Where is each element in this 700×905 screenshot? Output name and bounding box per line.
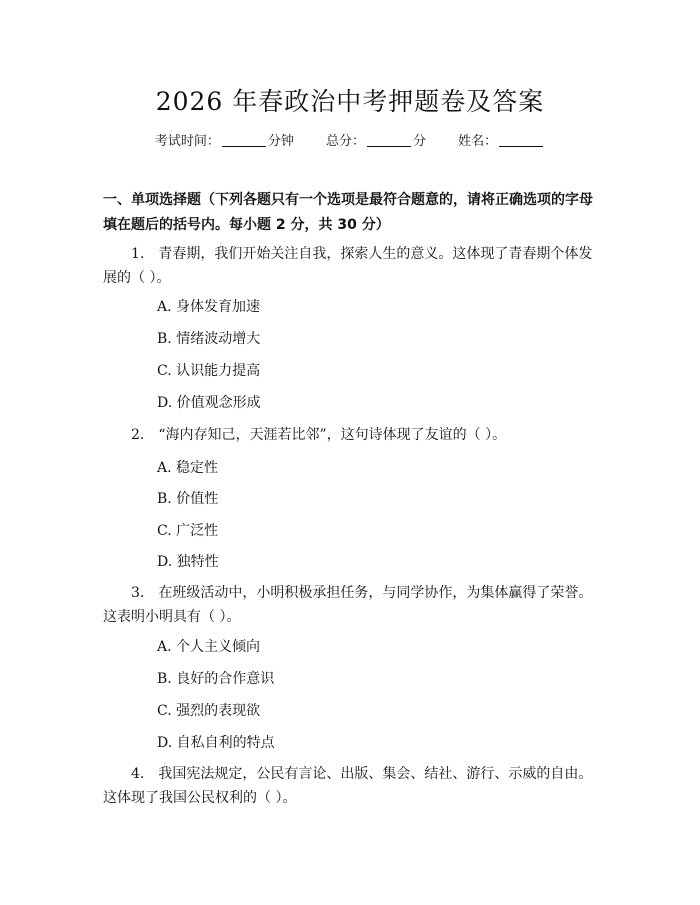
option-2c: C. 广泛性 bbox=[157, 523, 219, 539]
total-score-unit: 分 bbox=[413, 134, 427, 149]
question-4 bbox=[103, 762, 598, 810]
exam-meta bbox=[0, 130, 700, 149]
total-score-blank bbox=[367, 134, 411, 147]
total-score-label: 总分： bbox=[325, 134, 365, 149]
option-3d: D. 自私自利的特点 bbox=[157, 735, 275, 751]
student-name-label: 姓名： bbox=[458, 134, 498, 149]
question-text: 3. 在班级活动中，小明积极承担任务，与同学协作，为集体赢得了荣誉。这表明小明具有（ ）。 bbox=[103, 585, 593, 625]
option-1b: B. 情绪波动增大 bbox=[157, 331, 261, 347]
option-3a: A. 个人主义倾向 bbox=[157, 639, 261, 655]
option-2d: D. 独特性 bbox=[157, 554, 219, 570]
exam-time-label: 考试时间： bbox=[154, 134, 220, 149]
question-2 bbox=[103, 423, 598, 447]
option-2b: B. 价值性 bbox=[157, 491, 219, 507]
total-score bbox=[326, 130, 426, 149]
option-2a: A. 稳定性 bbox=[157, 460, 219, 476]
option-1c: C. 认识能力提高 bbox=[157, 363, 261, 379]
option-3c: C. 强烈的表现欲 bbox=[157, 703, 261, 719]
student-name bbox=[458, 130, 545, 149]
student-name-blank bbox=[499, 134, 543, 147]
question-text: 1. 青春期，我们开始关注自我，探索人生的意义。这体现了青春期个体发展的（ ）。 bbox=[103, 246, 593, 286]
option-1a: A. 身体发育加速 bbox=[157, 299, 261, 315]
exam-time bbox=[155, 130, 294, 149]
question-1 bbox=[103, 242, 598, 290]
option-1d: D. 价值观念形成 bbox=[157, 395, 261, 411]
exam-time-unit: 分钟 bbox=[267, 134, 294, 149]
section-heading: 一、单项选择题（下列各题只有一个选项是最符合题意的，请将正确选项的字母填在题后的括号内。每小题 2 分，共 30 分） bbox=[103, 192, 593, 233]
option-3b: B. 良好的合作意识 bbox=[157, 671, 275, 687]
exam-time-blank bbox=[222, 134, 266, 147]
question-text: 4. 我国宪法规定，公民有言论、出版、集会、结社、游行、示威的自由。这体现了我国公民权利的（ ）。 bbox=[103, 766, 593, 806]
page-title: 2026 年春政治中考押题卷及答案 bbox=[155, 87, 545, 116]
question-3 bbox=[103, 581, 598, 629]
question-text: 2. “海内存知己，天涯若比邻”，这句诗体现了友谊的（ ）。 bbox=[131, 427, 507, 443]
